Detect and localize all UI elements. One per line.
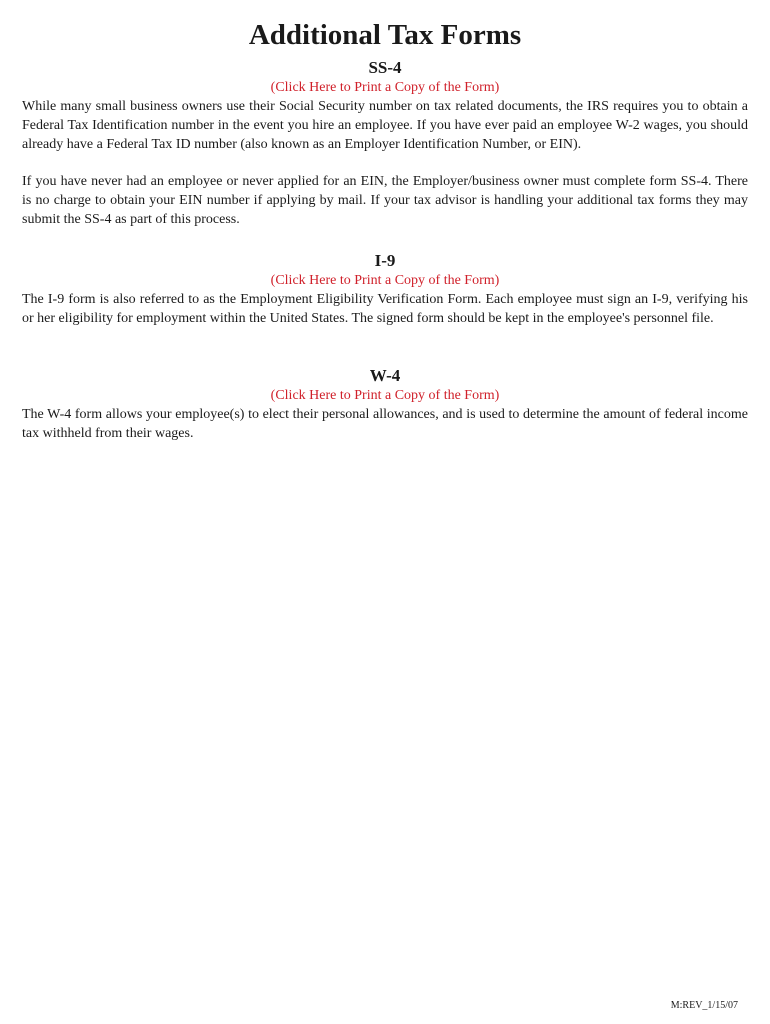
section-ss4: [22, 58, 748, 229]
print-form-link-i9[interactable]: (Click Here to Print a Copy of the Form): [270, 273, 500, 288]
paragraph: The W-4 form allows your employee(s) to elect their personal allowances, and is used to determine the amount of federal income tax withheld from their wages.: [22, 407, 748, 441]
print-form-link-w4[interactable]: (Click Here to Print a Copy of the Form): [270, 388, 500, 403]
section-heading-w4: W-4: [369, 366, 401, 385]
section-heading-ss4: SS-4: [368, 58, 402, 77]
paragraph: If you have never had an employee or never applied for an EIN, the Employer/business owner must complete form SS-4. There is no charge to obtain your EIN number if applying by mail. If your tax advisor is handling your additional tax forms they may submit the SS-4 as part of this process.: [22, 174, 748, 227]
revision-footer: M:REV_1/15/07: [670, 1000, 738, 1011]
section-i9: [22, 251, 748, 328]
section-heading-i9: I-9: [374, 251, 396, 270]
section-w4: [22, 366, 748, 443]
paragraph: The I-9 form is also referred to as the Employment Eligibility Verification Form. Each employee must sign an I-9, verifying his or her eligibility for employment within the United States. The signed form should be kept in the employee's personnel file.: [22, 292, 748, 326]
paragraph: While many small business owners use their Social Security number on tax related documents, the IRS requires you to obtain a Federal Tax Identification number in the event you hire an employee. If you have ever paid an employee W-2 wages, you should already have a Federal Tax ID number (also known as an Employer Identification Number, or EIN).: [22, 99, 748, 152]
page-title: Additional Tax Forms: [248, 19, 522, 51]
print-form-link-ss4[interactable]: (Click Here to Print a Copy of the Form): [270, 80, 500, 95]
